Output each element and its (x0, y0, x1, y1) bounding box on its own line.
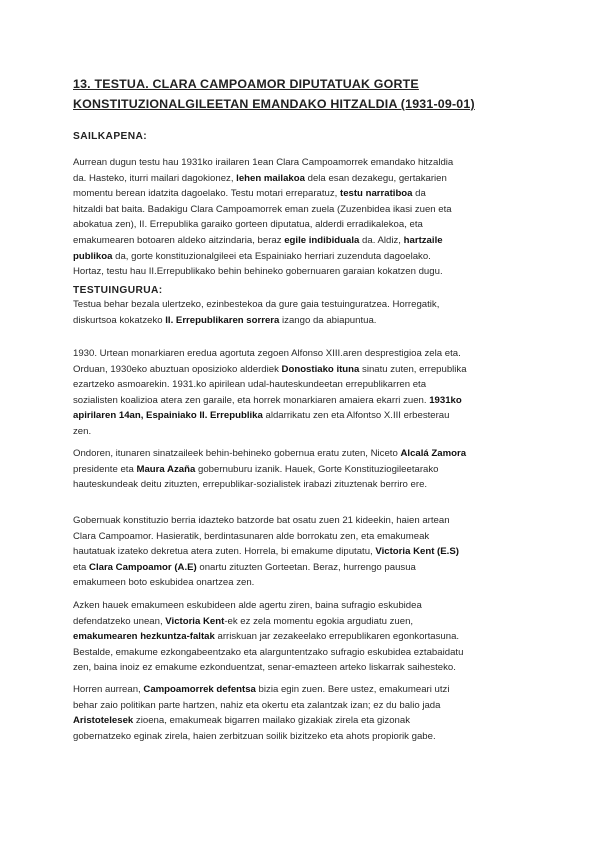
context-paragraph-6 (73, 682, 543, 744)
text-line: emakumearen botoaren aldeko aitzindaria, beraz egile indibiduala da. Aldiz, hartzaile (73, 234, 443, 246)
text-line: zen. (73, 425, 92, 437)
text-line: sozialisten koalizioa atera zen garaile, eta horrek monarkiaren amaiera ekarri zuen. 1931ko (73, 394, 462, 406)
text-line: Ondoren, itunaren sinatzaileek behin-behineko gobernua eratu zuten, Niceto Alcalá Zamora (73, 448, 467, 459)
text-line: defendatzeko unean, Victoria Kent-ek ez zela momentu egokia argudiatu zuen, (73, 615, 414, 627)
text-line: hitzaldi bat baita. Badakigu Clara Campoamorrek eman zuela (Zuzenbidea ikasi zuen eta (73, 203, 452, 215)
text-line: diskurtsoa kokatzeko II. Errepublikaren sorrera izango da abiapuntua. (73, 314, 377, 326)
bold-term: Aristotelesek (73, 715, 134, 727)
bold-term: 1931ko (429, 394, 462, 406)
context-paragraph-2 (73, 346, 543, 440)
text-line: Bestalde, emakume ezkongabeentzako eta alarguntentzako sufragio eskubidea eztabaidatu (73, 646, 464, 658)
text-line: behar zaio politikan parte hartzen, nahiz eta okertu eta zalantzak izan; ez du balio jada (73, 699, 441, 711)
bold-term: Victoria Kent (E.S) (375, 546, 459, 558)
bold-term: egile indibiduala (284, 234, 360, 246)
text-line: momentu berean idatzita dagoelako. Testu motari erreparatuz, testu narratiboa da (73, 188, 426, 200)
bold-term: emakumearen hezkuntza-faltak (73, 631, 215, 643)
text-line: abokatua zen), II. Errepublika garaiko gorteen diputatua, alderdi erradikalekoa, eta (73, 219, 423, 231)
text-line: Azken hauek emakumeen eskubideen alde agertu ziren, baina sufragio eskubidea (73, 600, 422, 611)
text-line: publikoa da, gorte konstituzionalgileei eta Espainiako herriari zuzenduta dagoelako. (73, 250, 431, 262)
bold-term: testu narratiboa (340, 188, 413, 200)
bold-term: publikoa (73, 250, 113, 262)
bold-term: Donostiako ituna (281, 363, 360, 375)
text-line: emakumeen boto eskubidea onartzea zen. (73, 577, 255, 589)
context-paragraph-5 (73, 598, 543, 676)
bold-term: apirilaren 14an, Espainiako II. Errepublika (73, 410, 263, 422)
document-title (73, 74, 543, 114)
text-line: Testua behar bezala ulertzeko, ezinbestekoa da gure gaia testuinguratzea. Horregatik, (73, 299, 440, 310)
text-line: hauteskundeak deitu zituzten, errepublikar-sozialistek irabazi zituztenak berriro ere. (73, 479, 428, 491)
bold-term: Maura Azaña (136, 463, 196, 475)
sailkapena-paragraph (73, 155, 543, 280)
context-paragraph-4 (73, 513, 543, 591)
text-line: Hortaz, testu hau II.Errepublikako behin behineko gobernuaren garaian kokatzen dugu. (73, 266, 443, 278)
text-line: Orduan, 1930eko abuztuan oposizioko alderdiek Donostiako ituna sinatu zuten, errepublika (73, 363, 467, 375)
text-line: Clara Campoamor. Hasieratik, berdintasunaren alde borrokatu zen, eta emakumeak (73, 530, 430, 542)
text-line: da. Hasteko, iturri mailari dagokionez, lehen mailakoa dela esan dezakegu, gertakarien (73, 172, 447, 184)
context-paragraph-3 (73, 446, 543, 493)
context-paragraph-1 (73, 297, 543, 328)
bold-term: Campoamorrek defentsa (143, 684, 256, 695)
text-line: Gobernuak konstituzio berria idazteko batzorde bat osatu zuen 21 kideekin, haien artean (73, 515, 450, 526)
bold-term: II. Errepublikaren sorrera (165, 314, 280, 326)
text-line: ezartzeko asmoarekin. 1931.ko apirilean udal-hauteskundeetan errepublikarren eta (73, 379, 427, 391)
text-line: 1930. Urtean monarkiaren eredua agortuta zegoen Alfonso XIII.aren desprestigioa zela eta. (73, 348, 461, 359)
sailkapena-heading: SAILKAPENA: (73, 131, 148, 142)
text-line: eta Clara Campoamor (A.E) onartu zituzten Gorteetan. Beraz, hurrengo pausua (73, 561, 416, 573)
text-line: gobernatzeko eginak zirela, haien zerbitzuan soilik bizitzeko eta ahots propiorik gabe. (73, 730, 436, 742)
text-line: hautatuak izateko dekretua atera zuten. Horrela, bi emakume diputatu, Victoria Kent (E.S) (73, 546, 459, 558)
testuingurua-heading: TESTUINGURUA: (73, 285, 163, 296)
text-line: Horren aurrean, Campoamorrek defentsa bizia egin zuen. Bere ustez, emakumeari utzi (73, 684, 450, 695)
bold-term: lehen mailakoa (236, 172, 305, 184)
text-line: Aristotelesek zioena, emakumeak bigarren mailako gizakiak zirela eta gizonak (73, 715, 411, 727)
bold-term: hartzaile (403, 234, 443, 246)
title-line-2: KONSTITUZIONALGILEETAN EMANDAKO HITZALDIA (1931-09-01) (73, 97, 475, 111)
bold-term: Victoria Kent (165, 615, 225, 627)
bold-term: Alcalá Zamora (400, 448, 467, 459)
text-line: presidente eta Maura Azaña gobernuburu izanik. Hauek, Gorte Konstituziogileetarako (73, 463, 439, 475)
text-line: apirilaren 14an, Espainiako II. Errepublika aldarrikatu zen eta Alfontso X.III erbesterau (73, 410, 450, 422)
text-line: zen, baina inoiz ez emakume ezkonduentzat, senar-emazteen arteko liskarrak saihesteko. (73, 662, 456, 674)
text-line: Aurrean dugun testu hau 1931ko irailaren 1ean Clara Campoamorrek emandako hitzaldia (73, 157, 454, 168)
title-line-1: 13. TESTUA. CLARA CAMPOAMOR DIPUTATUAK GORTE (73, 77, 419, 91)
bold-term: Clara Campoamor (A.E) (89, 561, 197, 573)
text-line: emakumearen hezkuntza-faltak arriskuan jar zezakeelako errepublikaren egonkortasuna. (73, 631, 460, 643)
